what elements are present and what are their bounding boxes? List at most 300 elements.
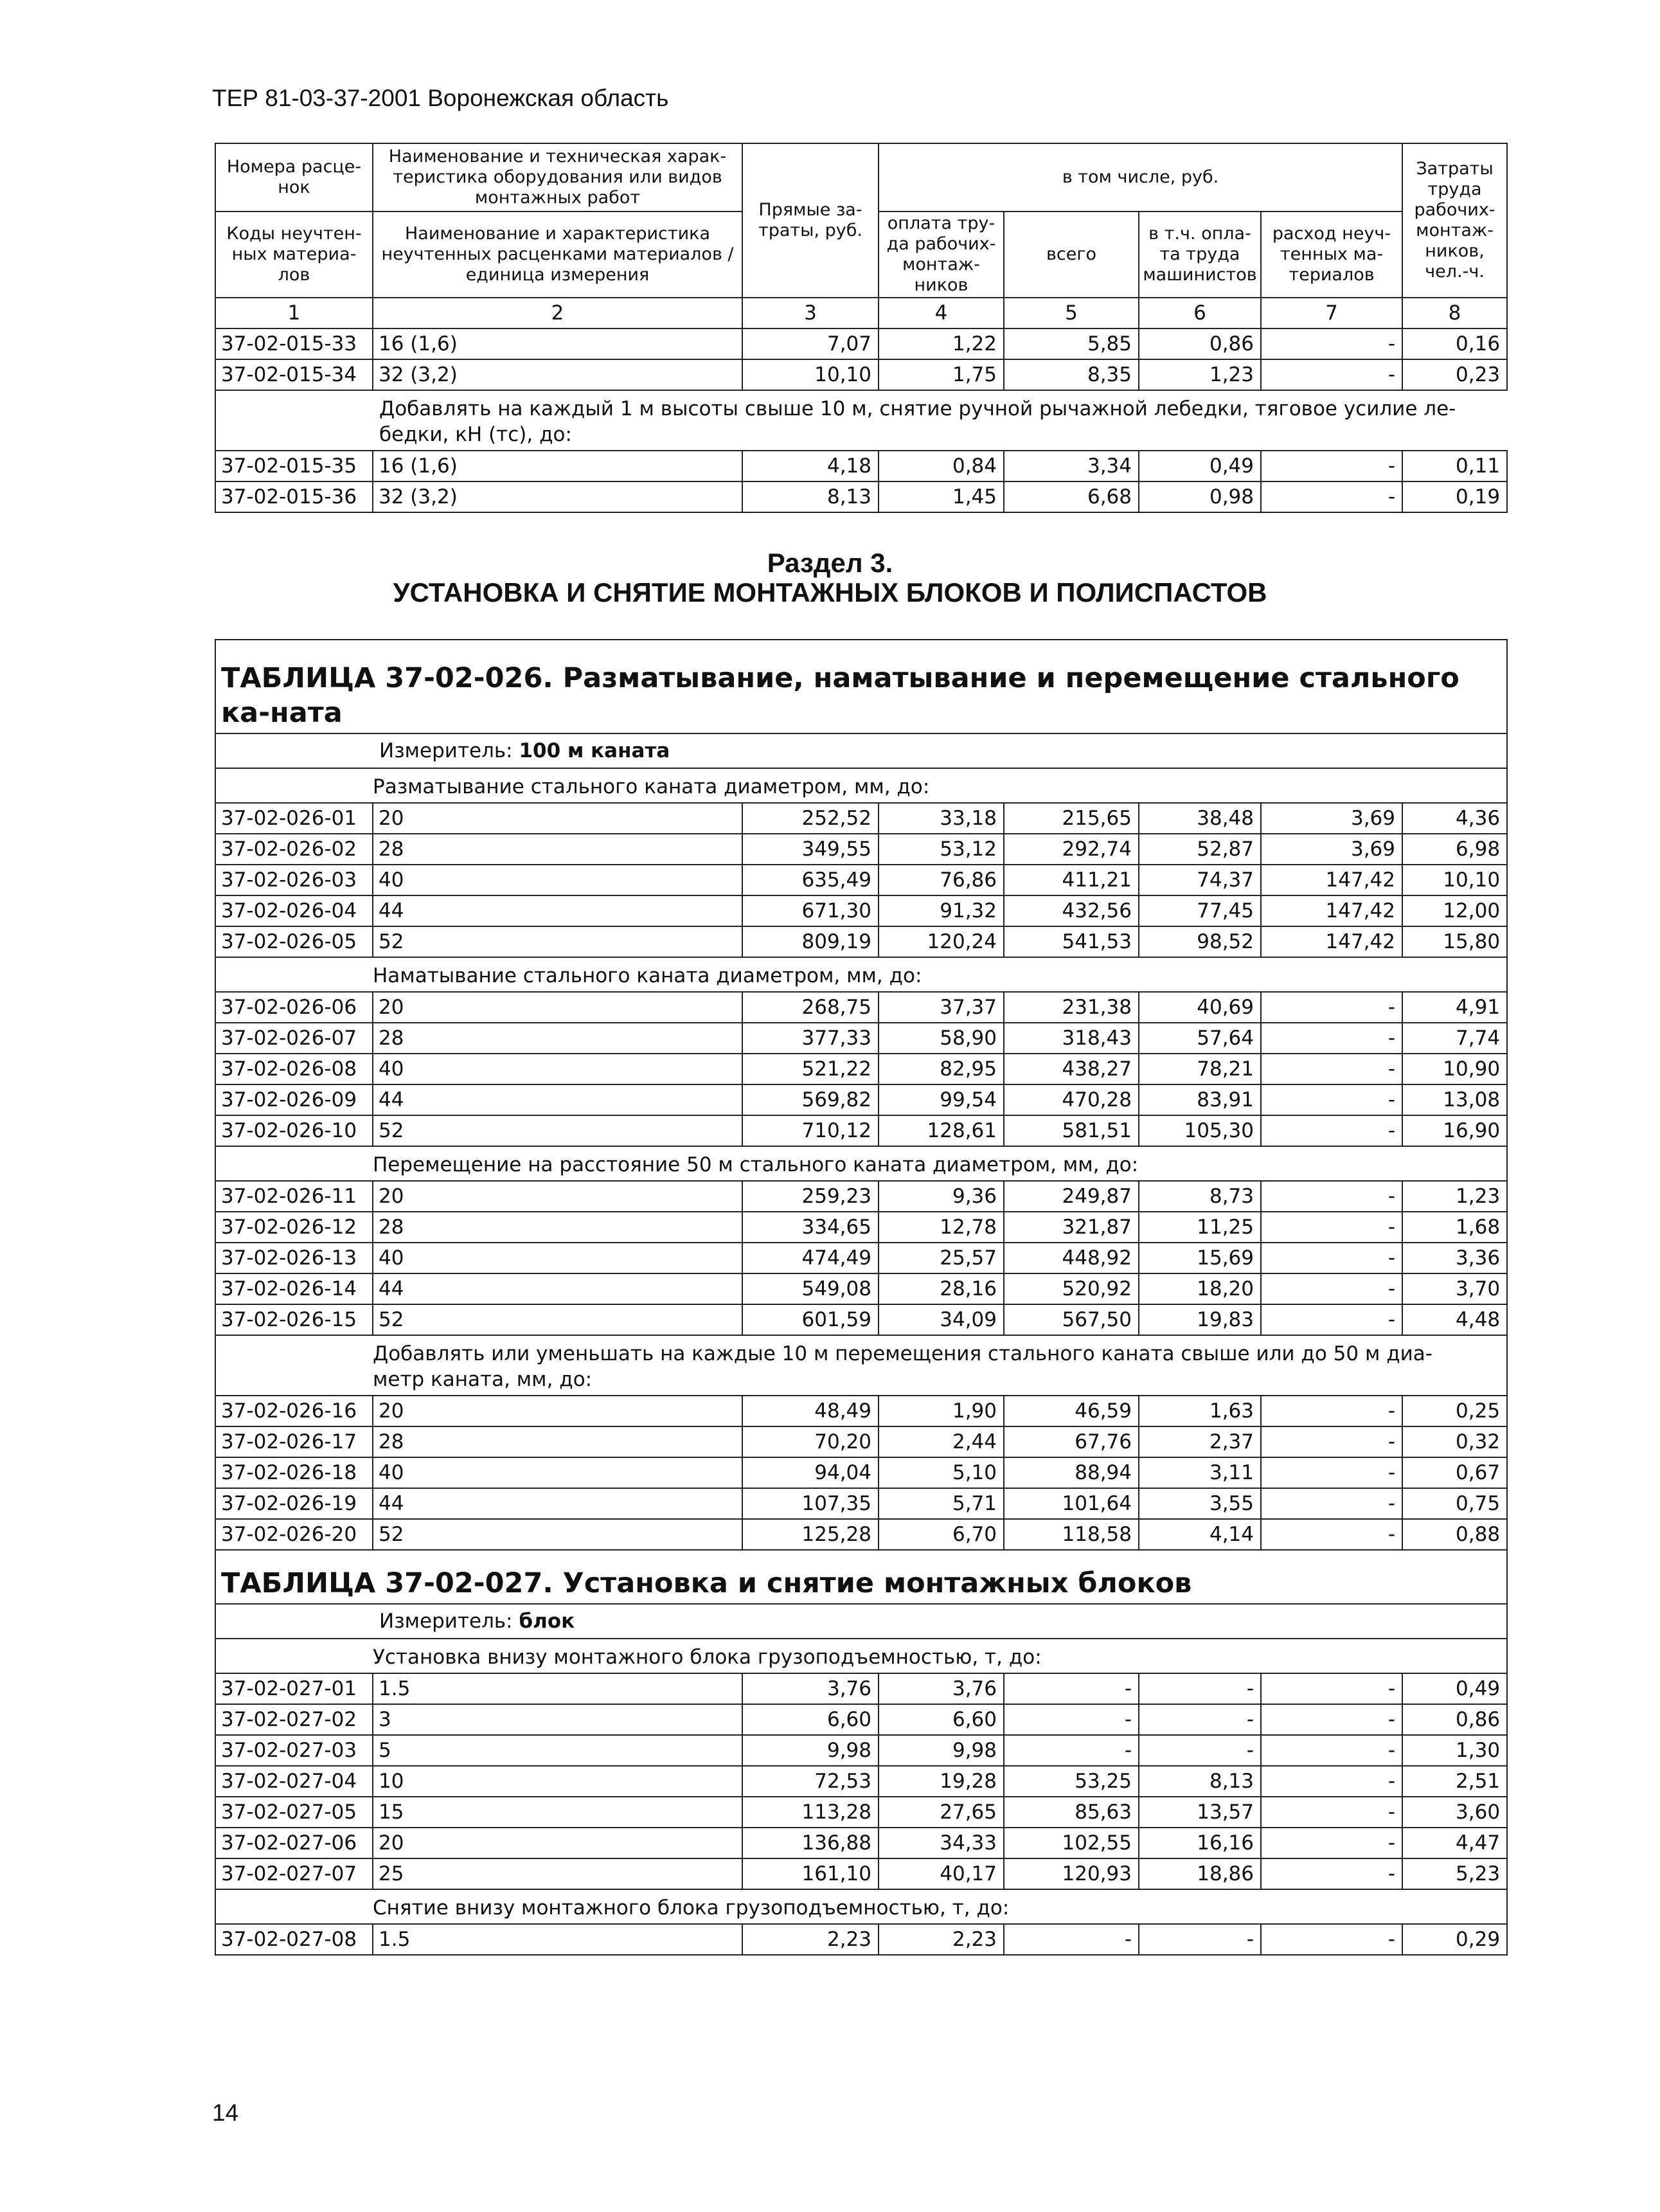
materials: - [1261,1426,1402,1457]
table-026-meter [215,733,1507,768]
wages: 53,12 [879,834,1004,865]
machines-total: 53,25 [1004,1766,1139,1797]
table-row [215,926,1507,957]
labor-hours: 0,11 [1402,451,1507,481]
wages: 28,16 [879,1273,1004,1304]
wages: 1,90 [879,1396,1004,1426]
rate-code: 37-02-026-02 [215,834,373,865]
table-row [215,1858,1507,1889]
table-row [215,1243,1507,1273]
machines-total: 215,65 [1004,803,1139,834]
machinist-wages: 83,91 [1139,1084,1261,1115]
machines-total: 249,87 [1004,1181,1139,1212]
rate-code: 37-02-015-36 [215,481,373,512]
rate-name: 40 [373,1243,742,1273]
direct-costs: 549,08 [742,1273,879,1304]
rate-name: 28 [373,1212,742,1243]
direct-costs: 8,13 [742,481,879,512]
column-number: 1 [215,298,373,328]
rate-code: 37-02-026-11 [215,1181,373,1212]
machinist-wages: 38,48 [1139,803,1261,834]
direct-costs: 252,52 [742,803,879,834]
table-row [215,1304,1507,1335]
machinist-wages: 8,73 [1139,1181,1261,1212]
labor-hours: 1,68 [1402,1212,1507,1243]
table-row [215,1924,1507,1955]
rate-code: 37-02-026-04 [215,895,373,926]
direct-costs: 9,98 [742,1735,879,1766]
machines-total: 85,63 [1004,1797,1139,1828]
direct-costs: 474,49 [742,1243,879,1273]
rate-code: 37-02-026-10 [215,1115,373,1146]
direct-costs: 48,49 [742,1396,879,1426]
machinist-wages: 0,86 [1139,328,1261,359]
top-rates-table [215,143,1508,513]
machinist-wages: 98,52 [1139,926,1261,957]
wages: 1,75 [879,359,1004,390]
group-label: Снятие внизу монтажного блока грузоподъемностью, т, до: [215,1889,1507,1924]
rate-name: 28 [373,1426,742,1457]
rate-name: 28 [373,834,742,865]
table-row [215,1181,1507,1212]
materials: - [1261,328,1402,359]
rate-code: 37-02-015-33 [215,328,373,359]
rate-name: 52 [373,1304,742,1335]
wages: 76,86 [879,865,1004,895]
materials: 3,69 [1261,803,1402,834]
machines-total: 101,64 [1004,1488,1139,1519]
wages: 25,57 [879,1243,1004,1273]
materials: - [1261,451,1402,481]
header-machinist-wages: в т.ч. опла-та труда машинистов [1139,211,1261,298]
materials: - [1261,1828,1402,1858]
labor-hours: 4,36 [1402,803,1507,834]
machinist-wages: 2,37 [1139,1426,1261,1457]
machinist-wages: 1,23 [1139,359,1261,390]
labor-hours: 15,80 [1402,926,1507,957]
rate-name: 25 [373,1858,742,1889]
materials: - [1261,992,1402,1023]
rate-name: 1.5 [373,1673,742,1704]
direct-costs: 349,55 [742,834,879,865]
table-027-body [215,1639,1507,1955]
table-row [215,1704,1507,1735]
labor-hours: 0,19 [1402,481,1507,512]
table-row [215,895,1507,926]
direct-costs: 377,33 [742,1023,879,1054]
header-rate-numbers: Номера расце-нок [215,143,373,211]
labor-hours: 16,90 [1402,1115,1507,1146]
header-machines-total: всего [1004,211,1139,298]
labor-hours: 1,30 [1402,1735,1507,1766]
table-row [215,328,1507,359]
wages: 99,54 [879,1084,1004,1115]
top-rows-2 [215,451,1507,512]
machines-total: 5,85 [1004,328,1139,359]
machines-total: 470,28 [1004,1084,1139,1115]
direct-costs: 4,18 [742,451,879,481]
rate-name: 40 [373,1054,742,1084]
wages: 37,37 [879,992,1004,1023]
rate-name: 44 [373,1273,742,1304]
header-material-names: Наименование и характеристика неучтенных расценками материалов / единица измерения [373,211,742,298]
rate-name: 52 [373,1519,742,1550]
machines-total: - [1004,1704,1139,1735]
direct-costs: 671,30 [742,895,879,926]
rate-name: 20 [373,803,742,834]
rate-code: 37-02-026-13 [215,1243,373,1273]
table-row [215,1735,1507,1766]
materials: 3,69 [1261,834,1402,865]
labor-hours: 4,91 [1402,992,1507,1023]
wages: 1,22 [879,328,1004,359]
materials: - [1261,1673,1402,1704]
direct-costs: 2,23 [742,1924,879,1955]
wages: 40,17 [879,1858,1004,1889]
rate-code: 37-02-026-09 [215,1084,373,1115]
rate-code: 37-02-026-19 [215,1488,373,1519]
materials: - [1261,1858,1402,1889]
table-row [215,1673,1507,1704]
wages: 27,65 [879,1797,1004,1828]
table-row [215,992,1507,1023]
table-row [215,1054,1507,1084]
rate-code: 37-02-027-06 [215,1828,373,1858]
rate-code: 37-02-027-08 [215,1924,373,1955]
group-header-row [215,1146,1507,1181]
column-number: 6 [1139,298,1261,328]
machines-total: 46,59 [1004,1396,1139,1426]
meter-value: блок [519,1610,575,1633]
machinist-wages: 77,45 [1139,895,1261,926]
table-026-title: ТАБЛИЦА 37-02-026. Разматывание, наматывание и перемещение стального ка-ната [215,640,1507,733]
labor-hours: 3,60 [1402,1797,1507,1828]
machinist-wages: 57,64 [1139,1023,1261,1054]
rate-name: 3 [373,1704,742,1735]
machines-total: 3,34 [1004,451,1139,481]
wages: 0,84 [879,451,1004,481]
table-row [215,1766,1507,1797]
direct-costs: 635,49 [742,865,879,895]
column-number: 7 [1261,298,1402,328]
labor-hours: 7,74 [1402,1023,1507,1054]
rate-name: 20 [373,1396,742,1426]
labor-hours: 0,86 [1402,1704,1507,1735]
materials: - [1261,1735,1402,1766]
top-rows [215,328,1507,390]
rate-code: 37-02-027-01 [215,1673,373,1704]
labor-hours: 0,16 [1402,328,1507,359]
group-label: Наматывание стального каната диаметром, мм, до: [215,957,1507,992]
table-row [215,1212,1507,1243]
machinist-wages: 40,69 [1139,992,1261,1023]
machines-total: 120,93 [1004,1858,1139,1889]
rate-code: 37-02-026-07 [215,1023,373,1054]
machines-total: 321,87 [1004,1212,1139,1243]
labor-hours: 10,90 [1402,1054,1507,1084]
machinist-wages: 19,83 [1139,1304,1261,1335]
materials: - [1261,1704,1402,1735]
header-direct-costs: Прямые за-траты, руб. [742,143,879,298]
labor-hours: 6,98 [1402,834,1507,865]
machinist-wages: 15,69 [1139,1243,1261,1273]
rate-code: 37-02-026-01 [215,803,373,834]
direct-costs: 125,28 [742,1519,879,1550]
column-number: 4 [879,298,1004,328]
rate-name: 44 [373,1084,742,1115]
table-row [215,1023,1507,1054]
wages: 2,23 [879,1924,1004,1955]
machinist-wages: 16,16 [1139,1828,1261,1858]
meter-label: Измеритель: [379,1610,519,1633]
materials: - [1261,1304,1402,1335]
labor-hours: 2,51 [1402,1766,1507,1797]
group-header-row [215,1335,1507,1396]
table-row [215,834,1507,865]
table-row [215,1488,1507,1519]
wages: 34,09 [879,1304,1004,1335]
machinist-wages: 8,13 [1139,1766,1261,1797]
group-label: Разматывание стального каната диаметром, мм, до: [215,768,1507,803]
group-header-row [215,768,1507,803]
machines-total: 411,21 [1004,865,1139,895]
materials: - [1261,1273,1402,1304]
machines-total: 118,58 [1004,1519,1139,1550]
rate-name: 40 [373,1457,742,1488]
rate-code: 37-02-026-08 [215,1054,373,1084]
group-label: Установка внизу монтажного блока грузоподъемностью, т, до: [215,1639,1507,1673]
machines-total: 88,94 [1004,1457,1139,1488]
machines-total: - [1004,1924,1139,1955]
wages: 6,60 [879,1704,1004,1735]
materials: - [1261,1023,1402,1054]
rate-code: 37-02-026-20 [215,1519,373,1550]
table-row [215,1457,1507,1488]
direct-costs: 601,59 [742,1304,879,1335]
machinist-wages: 52,87 [1139,834,1261,865]
wages: 91,32 [879,895,1004,926]
group-label: Добавлять или уменьшать на каждые 10 м перемещения стального каната свыше или до 50 м диа-метр каната, мм, до: [215,1335,1507,1396]
materials: - [1261,1488,1402,1519]
rate-name: 28 [373,1023,742,1054]
wages: 120,24 [879,926,1004,957]
rate-name: 44 [373,1488,742,1519]
wages: 9,98 [879,1735,1004,1766]
rate-name: 16 (1,6) [373,451,742,481]
materials: 147,42 [1261,895,1402,926]
rate-name: 32 (3,2) [373,481,742,512]
machines-total: 438,27 [1004,1054,1139,1084]
group-spacer [215,390,373,451]
direct-costs: 136,88 [742,1828,879,1858]
machinist-wages: 3,55 [1139,1488,1261,1519]
table-row [215,1084,1507,1115]
labor-hours: 0,49 [1402,1673,1507,1704]
table-row [215,803,1507,834]
machinist-wages: - [1139,1924,1261,1955]
table-row [215,865,1507,895]
rate-name: 20 [373,1181,742,1212]
table-row [215,451,1507,481]
table-row [215,1828,1507,1858]
rate-name: 5 [373,1735,742,1766]
wages: 5,71 [879,1488,1004,1519]
direct-costs: 710,12 [742,1115,879,1146]
direct-costs: 569,82 [742,1084,879,1115]
machinist-wages: - [1139,1704,1261,1735]
rate-name: 15 [373,1797,742,1828]
rate-name: 52 [373,926,742,957]
meter-value: 100 м каната [519,739,670,762]
direct-costs: 268,75 [742,992,879,1023]
labor-hours: 5,23 [1402,1858,1507,1889]
meter-label: Измеритель: [379,739,519,762]
materials: - [1261,1181,1402,1212]
machinist-wages: 3,11 [1139,1457,1261,1488]
labor-hours: 4,48 [1402,1304,1507,1335]
materials: 147,42 [1261,926,1402,957]
machinist-wages: 105,30 [1139,1115,1261,1146]
materials: - [1261,1924,1402,1955]
rate-code: 37-02-027-07 [215,1858,373,1889]
machines-total: 520,92 [1004,1273,1139,1304]
group-header-row [215,1639,1507,1673]
labor-hours: 0,23 [1402,359,1507,390]
column-number: 2 [373,298,742,328]
labor-hours: 0,29 [1402,1924,1507,1955]
direct-costs: 94,04 [742,1457,879,1488]
wages: 1,45 [879,481,1004,512]
rate-code: 37-02-027-05 [215,1797,373,1828]
labor-hours: 0,88 [1402,1519,1507,1550]
labor-hours: 4,47 [1402,1828,1507,1858]
rate-name: 20 [373,992,742,1023]
rate-name: 20 [373,1828,742,1858]
machinist-wages: 78,21 [1139,1054,1261,1084]
wages: 3,76 [879,1673,1004,1704]
machines-total: 8,35 [1004,359,1139,390]
materials: - [1261,1766,1402,1797]
machinist-wages: 18,20 [1139,1273,1261,1304]
header-materials-usage: расход неуч-тенных ма-териалов [1261,211,1402,298]
direct-costs: 161,10 [742,1858,879,1889]
machinist-wages: 18,86 [1139,1858,1261,1889]
rate-name: 10 [373,1766,742,1797]
machines-total: 67,76 [1004,1426,1139,1457]
machines-total: 318,43 [1004,1023,1139,1054]
column-numbers-row [215,298,1507,328]
machinist-wages: 74,37 [1139,865,1261,895]
machinist-wages: - [1139,1735,1261,1766]
labor-hours: 10,10 [1402,865,1507,895]
machines-total: 432,56 [1004,895,1139,926]
column-number: 8 [1402,298,1507,328]
labor-hours: 3,70 [1402,1273,1507,1304]
labor-hours: 3,36 [1402,1243,1507,1273]
table-row [215,1797,1507,1828]
rate-code: 37-02-026-17 [215,1426,373,1457]
direct-costs: 521,22 [742,1054,879,1084]
machinist-wages: 11,25 [1139,1212,1261,1243]
table-row [215,1396,1507,1426]
machines-total: - [1004,1673,1139,1704]
direct-costs: 3,76 [742,1673,879,1704]
machines-total: 6,68 [1004,481,1139,512]
machines-total: - [1004,1735,1139,1766]
table-row [215,481,1507,512]
materials: - [1261,359,1402,390]
wages: 33,18 [879,803,1004,834]
group-label: Перемещение на расстояние 50 м стального каната диаметром, мм, до: [215,1146,1507,1181]
labor-hours: 0,67 [1402,1457,1507,1488]
rate-code: 37-02-026-18 [215,1457,373,1488]
header-incl: в том числе, руб. [879,143,1402,211]
direct-costs: 7,07 [742,328,879,359]
machines-total: 292,74 [1004,834,1139,865]
machinist-wages: 13,57 [1139,1797,1261,1828]
wages: 2,44 [879,1426,1004,1457]
rate-code: 37-02-015-34 [215,359,373,390]
materials: - [1261,1212,1402,1243]
table-row [215,1115,1507,1146]
machines-total: 231,38 [1004,992,1139,1023]
direct-costs: 334,65 [742,1212,879,1243]
rate-code: 37-02-026-03 [215,865,373,895]
labor-hours: 1,23 [1402,1181,1507,1212]
machinist-wages: - [1139,1673,1261,1704]
labor-hours: 0,75 [1402,1488,1507,1519]
rate-code: 37-02-026-06 [215,992,373,1023]
group-header-row [215,1889,1507,1924]
wages: 82,95 [879,1054,1004,1084]
header-labor-costs: Затраты труда рабочих-монтаж-ников, чел.-ч. [1402,143,1507,298]
machines-total: 567,50 [1004,1304,1139,1335]
section-title: УСТАНОВКА И СНЯТИЕ МОНТАЖНЫХ БЛОКОВ И ПОЛИСПАСТОВ [393,577,1267,607]
table-026-body [215,768,1507,1550]
wages: 34,33 [879,1828,1004,1858]
rate-code: 37-02-026-16 [215,1396,373,1426]
materials: - [1261,1054,1402,1084]
rate-name: 52 [373,1115,742,1146]
header-wages: оплата тру-да рабочих-монтаж-ников [879,211,1004,298]
header-work-name: Наименование и техническая харак-теристика оборудования или видов монтажных работ [373,143,742,211]
labor-hours: 0,25 [1402,1396,1507,1426]
machines-total: 541,53 [1004,926,1139,957]
materials: - [1261,1797,1402,1828]
rate-name: 44 [373,895,742,926]
rate-code: 37-02-026-12 [215,1212,373,1243]
table-row [215,359,1507,390]
direct-costs: 6,60 [742,1704,879,1735]
running-head: ТЕР 81-03-37-2001 Воронежская область [212,85,669,111]
table-027-title: ТАБЛИЦА 37-02-027. Установка и снятие монтажных блоков [215,1550,1507,1604]
materials: 147,42 [1261,865,1402,895]
column-number: 5 [1004,298,1139,328]
machinist-wages: 4,14 [1139,1519,1261,1550]
wages: 5,10 [879,1457,1004,1488]
materials: - [1261,1396,1402,1426]
rate-name: 16 (1,6) [373,328,742,359]
machinist-wages: 0,98 [1139,481,1261,512]
machines-total: 581,51 [1004,1115,1139,1146]
machines-total: 448,92 [1004,1243,1139,1273]
wages: 19,28 [879,1766,1004,1797]
rate-name: 32 (3,2) [373,359,742,390]
rate-code: 37-02-027-02 [215,1704,373,1735]
header-material-codes: Коды неучтен-ных материа-лов [215,211,373,298]
wages: 9,36 [879,1181,1004,1212]
labor-hours: 0,32 [1402,1426,1507,1457]
